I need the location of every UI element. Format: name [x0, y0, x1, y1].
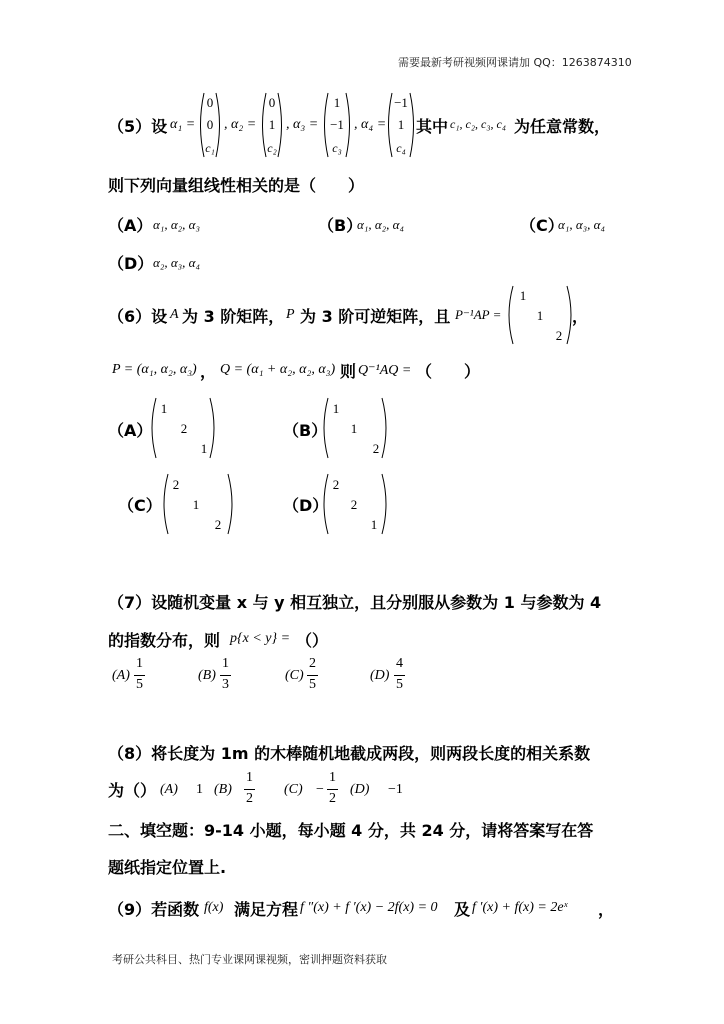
q5-mid: 其中	[416, 117, 449, 136]
q6-comma: ，	[572, 307, 589, 326]
q6-b-d3: 2	[372, 441, 380, 456]
q5-question-line: 则下列向量组线性相关的是（ ）	[108, 176, 365, 195]
q6-a-d1: 1	[160, 401, 168, 416]
q8-option-d: −1	[388, 782, 403, 797]
q5-alpha1-label: α₁ =	[170, 117, 196, 132]
q5-v4-row3: c₄	[396, 141, 406, 155]
q8-line-2-text: 为（）	[108, 781, 157, 800]
q6-diag-matrix	[505, 284, 575, 346]
section-2-heading: 二、填空题：9-14 小题，每小题 4 分，共 24 分，请将答案写在答	[108, 821, 594, 840]
q8-option-c-sign: −	[316, 782, 324, 797]
q7-option-a-den: 5	[136, 677, 143, 692]
q5-alpha4-label: , α₄ =	[354, 117, 387, 132]
q6-option-d-matrix	[320, 472, 390, 536]
q5-constants: c₁, c₂, c₃, c₄	[450, 117, 506, 131]
q7-option-d-num: 4	[396, 656, 403, 671]
q6-a-d2: 2	[180, 421, 188, 436]
q5-vector-4	[384, 90, 418, 160]
q5-v4-row2: 1	[397, 117, 405, 132]
q5-v1-row2: 0	[206, 117, 214, 132]
q6-diag-1: 1	[519, 288, 527, 303]
q7-option-d-bar	[394, 675, 405, 676]
q7-line-2-text: 的指数分布，则	[108, 631, 221, 650]
q6-c-d1: 2	[172, 477, 180, 492]
q5-option-b-label: （B）	[318, 216, 363, 235]
q5-option-a-label: （A）	[108, 216, 153, 235]
q6-target-expr: Q⁻¹AQ =	[358, 363, 412, 378]
page-header: 需要最新考研视频网课请加 QQ：1263874310	[398, 56, 632, 69]
q8-option-c-label: (C)	[284, 782, 303, 797]
q6-option-b-matrix	[320, 396, 390, 460]
q7-option-a-bar	[134, 675, 145, 676]
q5-vector-3	[320, 90, 354, 160]
q5-lead: （5）设	[108, 117, 168, 136]
q7-option-b-bar	[220, 675, 231, 676]
q6-then: 则	[340, 362, 357, 381]
q5-option-c-label: （C）	[520, 216, 564, 235]
q5-option-d-label: （D）	[108, 254, 154, 273]
q8-option-b-label: (B)	[214, 782, 232, 797]
q6-option-c-matrix	[160, 472, 236, 536]
q6-option-d-label: （D）	[283, 496, 329, 515]
q7-option-d-label: (D)	[370, 668, 390, 683]
q8-option-a-label: (A)	[160, 782, 178, 797]
q6-text-1: 为 3 阶矩阵，	[182, 307, 285, 326]
q6-sep: ，	[200, 362, 217, 381]
q6-c-d3: 2	[214, 517, 222, 532]
q5-option-a: α₁, α₂, α₃	[153, 217, 201, 232]
q5-v2-row3: c₂	[267, 141, 277, 155]
q7-option-c-bar	[307, 675, 318, 676]
q8-option-b-num: 1	[246, 770, 253, 785]
q6-similarity-expr: P⁻¹AP =	[455, 307, 502, 322]
q7-option-d-den: 5	[396, 677, 403, 692]
q7-answer-paren: （）	[296, 631, 329, 650]
page-footer: 考研公共科目、热门专业课网课视频，密训押题资料获取	[112, 953, 387, 966]
q6-option-c-label: （C）	[118, 496, 162, 515]
q5-v2-row2: 1	[268, 117, 276, 132]
q5-v4-row1: −1	[394, 95, 408, 110]
q5-v3-row1: 1	[333, 95, 341, 110]
q9-equation-1: f ″(x) + f ′(x) − 2f(x) = 0	[300, 900, 438, 915]
q7-option-c-num: 2	[309, 656, 316, 671]
q7-option-c-label: (C)	[285, 668, 304, 683]
q5-vector-1	[196, 90, 224, 160]
q8-option-b-den: 2	[246, 791, 253, 806]
section-2-heading-line-2: 题纸指定位置上.	[108, 858, 227, 877]
q9-equation-2: f ′(x) + f(x) = 2eˣ	[472, 900, 568, 915]
q5-alpha2-label: , α₂ =	[224, 117, 257, 132]
q8-option-c-den: 2	[329, 791, 336, 806]
q6-matrix-p: P	[286, 307, 295, 322]
q6-b-d2: 1	[350, 421, 358, 436]
q7-option-b-den: 3	[222, 677, 229, 692]
q6-option-a-matrix	[148, 396, 218, 460]
q6-diag-3: 2	[555, 328, 563, 343]
q8-option-c-bar	[327, 789, 338, 790]
q7-option-a-num: 1	[136, 656, 143, 671]
q5-v3-row2: −1	[330, 117, 344, 132]
q6-matrix-a: A	[170, 307, 179, 322]
q6-answer-paren: （ ）	[416, 362, 481, 381]
q5-v1-row1: 0	[206, 95, 214, 110]
q5-option-c: α₁, α₃, α₄	[558, 217, 606, 232]
q6-option-a-label: （A）	[108, 421, 153, 440]
q9-text-2: 及	[454, 900, 471, 919]
q6-c-d2: 1	[192, 497, 200, 512]
q7-option-c-den: 5	[309, 677, 316, 692]
q6-diag-2: 1	[536, 308, 544, 323]
q6-lead: （6）设	[108, 307, 168, 326]
q5-v1-row3: c₁	[205, 141, 215, 155]
q9-text-1: 满足方程	[234, 900, 299, 919]
q7-probability-expr: p{x < y} =	[230, 631, 291, 646]
q6-d-d1: 2	[332, 477, 340, 492]
q6-b-d1: 1	[332, 401, 340, 416]
q9-function: f(x)	[204, 900, 224, 915]
q8-option-d-label: (D)	[350, 782, 370, 797]
q5-tail: 为任意常数，	[514, 117, 611, 136]
q7-option-a-label: (A)	[112, 668, 130, 683]
q7-option-b-label: (B)	[198, 668, 216, 683]
q9-lead: （9）若函数	[108, 900, 200, 919]
q5-option-d: α₂, α₃, α₄	[153, 255, 201, 270]
q6-text-2: 为 3 阶可逆矩阵，且	[300, 307, 451, 326]
q5-v3-row3: c₃	[332, 141, 342, 155]
q8-line-1: （8）将长度为 1m 的木棒随机地截成两段，则两段长度的相关系数	[108, 744, 591, 763]
q7-line-1: （7）设随机变量 x 与 y 相互独立，且分别服从参数为 1 与参数为 4	[108, 593, 602, 612]
q6-p-def: P = (α₁, α₂, α₃)	[112, 362, 197, 377]
q5-option-b: α₁, α₂, α₄	[357, 217, 405, 232]
q8-option-c-num: 1	[329, 770, 336, 785]
q5-v2-row1: 0	[268, 95, 276, 110]
q6-d-d2: 2	[350, 497, 358, 512]
q6-a-d3: 1	[200, 441, 208, 456]
q5-alpha3-label: , α₃ =	[286, 117, 319, 132]
q6-d-d3: 1	[370, 517, 378, 532]
q8-option-b-bar	[244, 789, 255, 790]
q9-comma: ，	[598, 900, 615, 919]
q6-q-def: Q = (α₁ + α₂, α₂, α₃)	[220, 362, 336, 377]
q5-vector-2	[258, 90, 286, 160]
q6-option-b-label: （B）	[283, 421, 328, 440]
q8-option-a: 1	[196, 782, 203, 797]
q7-option-b-num: 1	[222, 656, 229, 671]
